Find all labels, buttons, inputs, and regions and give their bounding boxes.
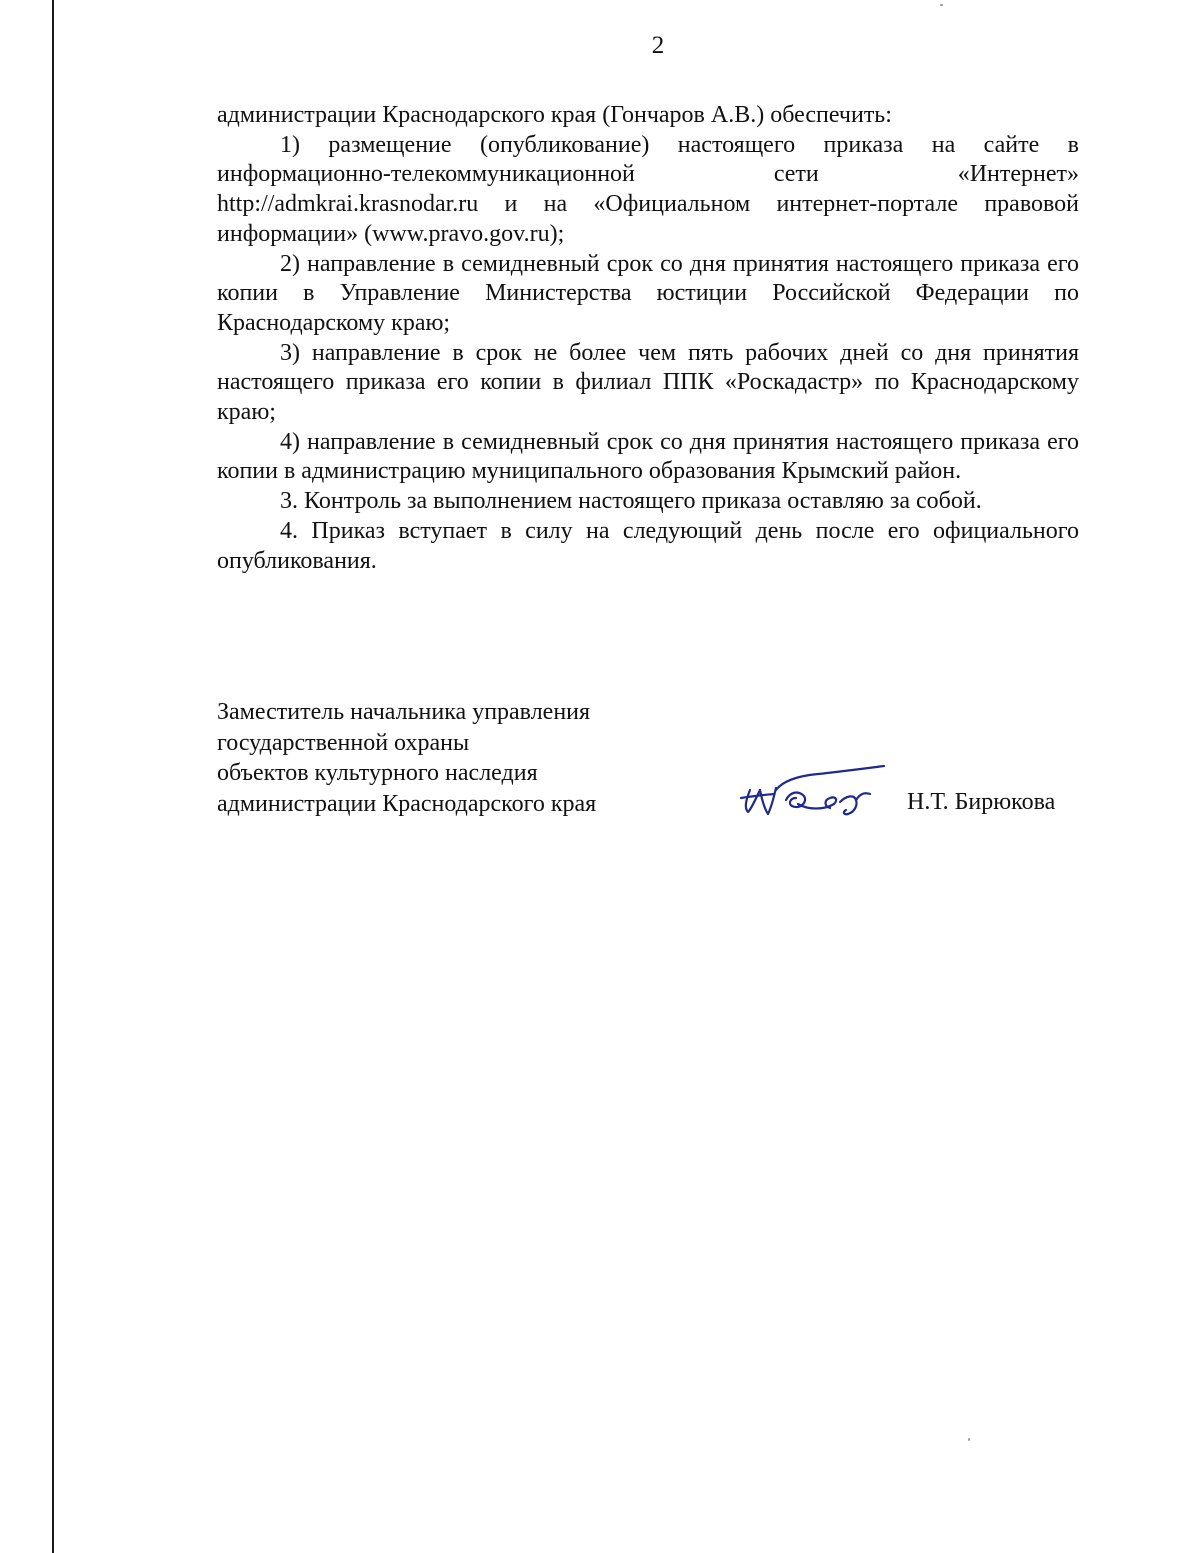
page-number: 2 xyxy=(651,32,665,59)
signer-name: Н.Т. Бирюкова xyxy=(907,789,1056,815)
paragraph-item-4: 4) направление в семидневный срок со дня принятия настоящего приказа его копии в администрацию муниципального образования Крымский район. xyxy=(217,428,1079,485)
paragraph-clause-3: 3. Контроль за выполнением настоящего приказа оставляю за собой. xyxy=(280,488,982,515)
paragraph-item-3: 3) направление в срок не более чем пять рабочих дней со дня принятия настоящего приказа его копии в филиал ППК «Роскадастр» по Краснодарскому краю; xyxy=(217,339,1079,426)
signer-position-line: администрации Краснодарского края xyxy=(217,790,597,817)
signer-position-line: государственной охраны xyxy=(217,729,470,756)
signer-position xyxy=(217,697,637,819)
signer-position-line: объектов культурного наследия xyxy=(217,760,538,786)
paragraph-clause-4: 4. Приказ вступает в силу на следующий день после его официального опубликования. xyxy=(217,517,1079,574)
document-body xyxy=(217,101,1079,576)
signer-position-line: Заместитель начальника управления xyxy=(217,699,591,725)
scan-edge-line xyxy=(52,0,54,1553)
scan-speck xyxy=(968,1438,970,1441)
paragraph-item-2: 2) направление в семидневный срок со дня принятия настоящего приказа его копии в Управление Министерства юстиции Российской Федерации по Краснодарскому краю; xyxy=(217,250,1079,336)
handwritten-signature xyxy=(738,760,898,830)
paragraph-item-1: 1) размещение (опубликование) настоящего приказа на сайте в информационно-телекоммуникационной сети «Интернет» http://admkrai.krasnodar.ru и на «Официальном интернет-портале правовой информации» (www.pravo.gov.ru); xyxy=(217,131,1079,247)
scan-speck xyxy=(940,4,943,6)
paragraph-continuation: администрации Краснодарского края (Гончаров А.В.) обеспечить: xyxy=(217,102,892,128)
